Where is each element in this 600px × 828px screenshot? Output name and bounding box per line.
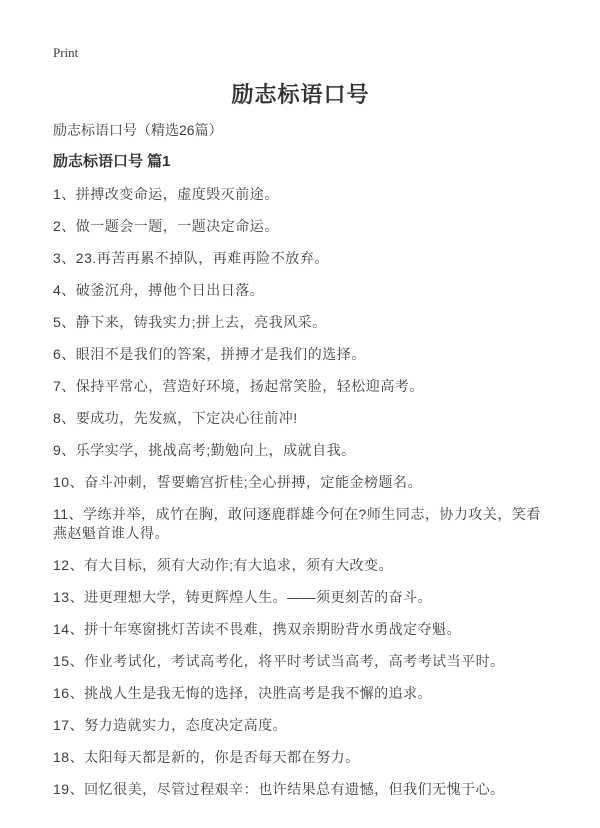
list-item: 5、静下来，铸我实力;拼上去，亮我风采。 bbox=[53, 314, 327, 330]
list-item: 12、有大目标，须有大动作;有大追求，须有大改变。 bbox=[53, 557, 393, 573]
slogan-list bbox=[53, 185, 548, 799]
list-item: 1、拼搏改变命运，虚度毁灭前途。 bbox=[53, 186, 279, 202]
list-item: 9、乐学实学，挑战高考;勤勉向上，成就自我。 bbox=[53, 442, 356, 458]
list-item: 11、学练并举，成竹在胸，敢问逐鹿群雄今何在?师生同志，协力攻关，笑看燕赵魁首谁人得。 bbox=[53, 506, 541, 541]
list-item: 7、保持平常心，营造好环境，扬起常笑脸，轻松迎高考。 bbox=[53, 378, 424, 394]
list-item: 16、挑战人生是我无悔的选择，决胜高考是我不懈的追求。 bbox=[53, 685, 433, 701]
list-item: 10、奋斗冲刺，誓要蟾宫折桂;全心拼搏，定能金榜题名。 bbox=[53, 474, 422, 490]
list-item: 19、回忆很美，尽管过程艰辛：也许结果总有遗憾，但我们无愧于心。 bbox=[53, 781, 505, 797]
list-item: 17、努力造就实力，态度决定高度。 bbox=[53, 717, 288, 733]
list-item: 3、23.再苦再累不掉队，再难再险不放弃。 bbox=[53, 250, 329, 266]
list-item: 8、要成功，先发疯，下定决心往前冲! bbox=[53, 410, 298, 426]
list-item: 14、拼十年寒窗挑灯苦读不畏难，携双亲期盼背水勇战定夺魁。 bbox=[53, 621, 462, 637]
list-item: 18、太阳每天都是新的，你是否每天都在努力。 bbox=[53, 749, 360, 765]
list-item: 4、破釜沉舟，搏他个日出日落。 bbox=[53, 282, 265, 298]
page-title: 励志标语口号 bbox=[231, 82, 370, 107]
page-subtitle: 励志标语口号（精选26篇） bbox=[53, 122, 223, 138]
list-item: 2、做一题会一题，一题决定命运。 bbox=[53, 218, 279, 234]
list-item: 6、眼泪不是我们的答案，拼搏才是我们的选择。 bbox=[53, 346, 366, 362]
list-item: 13、进更理想大学，铸更辉煌人生。——须更刻苦的奋斗。 bbox=[53, 589, 433, 605]
list-item: 15、作业考试化，考试高考化，将平时考试当高考，高考考试当平时。 bbox=[53, 653, 505, 669]
print-button[interactable]: Print bbox=[53, 45, 79, 60]
section-heading: 励志标语口号 篇1 bbox=[53, 153, 171, 170]
